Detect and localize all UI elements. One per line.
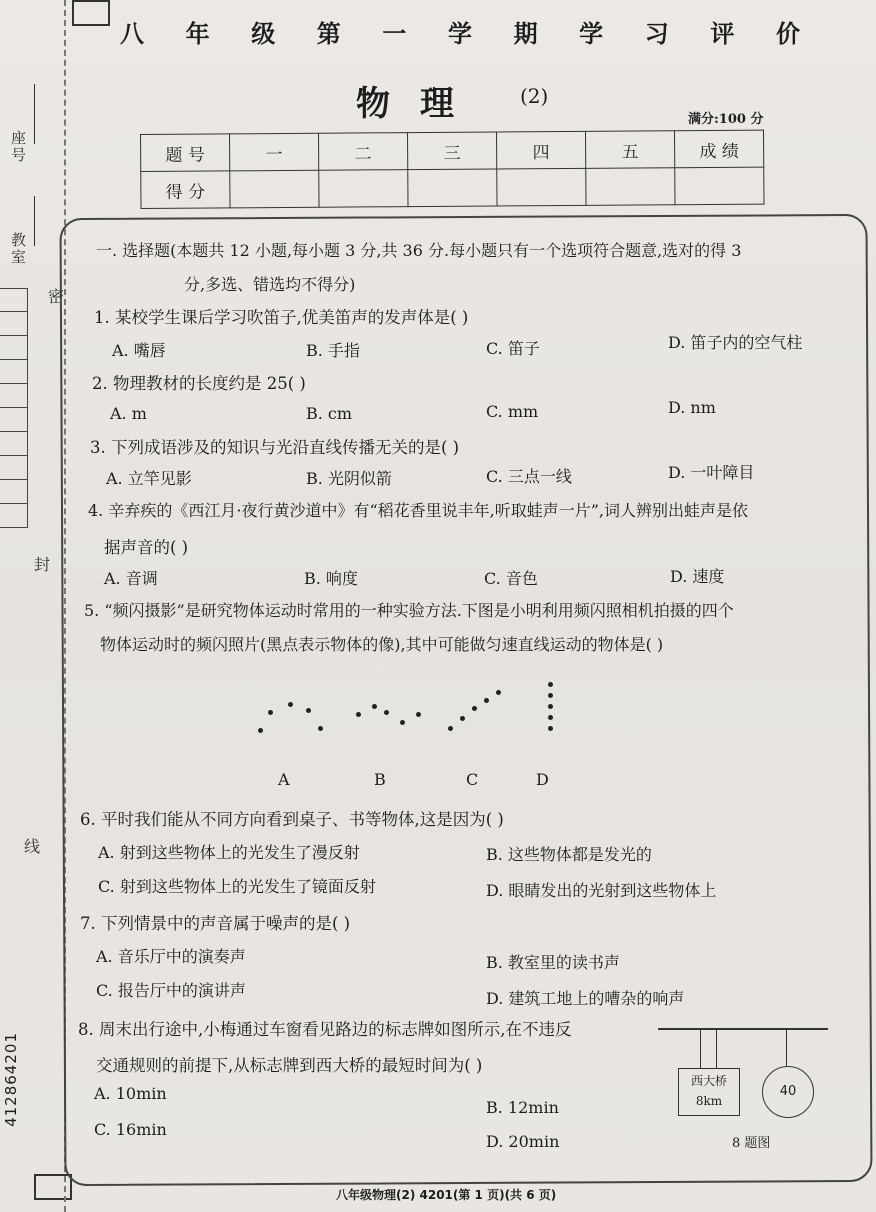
strobe-dot-c	[496, 690, 501, 695]
corner-mark-top	[72, 0, 110, 26]
question-3-option-d[interactable]: D. 一叶障目	[668, 463, 755, 482]
figure-caption: 8 题图	[732, 1136, 771, 1151]
strobe-dot-b	[400, 720, 405, 725]
figure-label-a[interactable]: A	[278, 770, 290, 789]
question-2-option-c[interactable]: C. mm	[486, 402, 539, 421]
question-8-stem: 8. 周末出行途中,小梅通过车窗看见路边的标志牌如图所示,在不违反	[78, 1020, 572, 1039]
score-cell[interactable]	[675, 167, 764, 205]
question-8-option-c[interactable]: C. 16min	[94, 1120, 167, 1139]
seal-char-xian: 线	[24, 837, 41, 856]
road-sign-figure	[658, 1024, 838, 1164]
strobe-dot-a	[288, 702, 293, 707]
strobe-dot-a	[306, 708, 311, 713]
strobe-dot-b	[416, 712, 421, 717]
figure-label-d[interactable]: D	[536, 770, 549, 789]
score-cell[interactable]	[586, 168, 675, 206]
strobe-dot-d	[548, 682, 553, 687]
question-8-option-d[interactable]: D. 20min	[486, 1132, 560, 1151]
sign-pole	[700, 1028, 701, 1068]
question-6-option-d[interactable]: D. 眼睛发出的光射到这些物体上	[486, 881, 717, 900]
score-header-cell: 一	[230, 133, 319, 171]
strobe-dot-a	[268, 710, 273, 715]
question-6-stem: 6. 平时我们能从不同方向看到桌子、书等物体,这是因为( )	[80, 810, 504, 829]
question-1-stem: 1. 某校学生课后学习吹笛子,优美笛声的发声体是( )	[94, 308, 469, 327]
question-2-stem: 2. 物理教材的长度约是 25( )	[92, 374, 306, 393]
seal-char-feng: 封	[34, 555, 51, 574]
question-7-option-a[interactable]: A. 音乐厅中的演奏声	[96, 947, 246, 966]
question-1-option-d[interactable]: D. 笛子内的空气柱	[668, 333, 803, 352]
strobe-dot-b	[384, 710, 389, 715]
distance-sign-value: 8km	[695, 1094, 723, 1108]
question-4-stem-continued: 据声音的( )	[104, 538, 189, 557]
subject-title: 物理	[356, 84, 484, 124]
strobe-dot-c	[448, 726, 453, 731]
question-3-option-a[interactable]: A. 立竿见影	[106, 469, 192, 488]
exam-title-char: 学	[447, 20, 472, 48]
question-8-option-b[interactable]: B. 12min	[486, 1098, 559, 1117]
question-2-option-a[interactable]: A. m	[110, 404, 147, 423]
question-4-option-b[interactable]: B. 响度	[304, 569, 358, 588]
score-header-cell: 成 绩	[674, 130, 763, 168]
score-cell[interactable]	[408, 169, 497, 207]
score-table-score-row	[141, 167, 764, 208]
question-2-option-d[interactable]: D. nm	[668, 398, 716, 417]
question-7-option-d[interactable]: D. 建筑工地上的嘈杂的响声	[486, 989, 685, 1008]
question-7-option-c[interactable]: C. 报告厅中的演讲声	[96, 981, 246, 1000]
full-score: 满分:100 分	[688, 112, 764, 127]
score-table	[140, 130, 765, 209]
question-3-option-c[interactable]: C. 三点一线	[486, 467, 572, 486]
question-1-option-c[interactable]: C. 笛子	[486, 339, 540, 358]
seat-number-grid	[0, 288, 28, 528]
section-title-line1: 一. 选择题(本题共 12 小题,每小题 3 分,共 36 分.每小题只有一个选项符合题意,选对的得 3	[96, 241, 742, 260]
sign-gantry-bar	[658, 1028, 828, 1030]
question-4-option-c[interactable]: C. 音色	[484, 569, 538, 588]
strobe-dot-b	[356, 712, 361, 717]
question-2-option-b[interactable]: B. cm	[306, 404, 353, 423]
question-7-stem: 7. 下列情景中的声音属于噪声的是( )	[80, 914, 351, 933]
seat-label: 座号	[9, 130, 27, 164]
question-3-option-b[interactable]: B. 光阴似箭	[306, 469, 392, 488]
question-4-option-a[interactable]: A. 音调	[104, 569, 158, 588]
score-table-header-row	[141, 130, 764, 171]
question-4-stem: 4. 辛弃疾的《西江月·夜行黄沙道中》有“稻花香里说丰年,听取蛙声一片”,词人辨别出蛙声是依	[88, 501, 748, 520]
strobe-dot-d	[548, 726, 553, 731]
score-header-cell: 二	[318, 133, 407, 171]
strobe-dot-c	[460, 716, 465, 721]
section-title-line2: 分,多选、错选均不得分)	[184, 275, 356, 294]
exam-title-char: 一	[382, 20, 407, 48]
strobe-dot-d	[548, 693, 553, 698]
strobe-dot-c	[472, 706, 477, 711]
exam-title	[120, 14, 800, 49]
score-row-label: 得 分	[141, 171, 230, 209]
exam-title-char: 第	[316, 20, 341, 48]
strobe-dot-d	[548, 704, 553, 709]
score-header-cell: 五	[585, 131, 674, 169]
question-7-option-b[interactable]: B. 教室里的读书声	[486, 953, 620, 972]
distance-sign	[678, 1068, 740, 1116]
question-3-stem: 3. 下列成语涉及的知识与光沿直线传播无关的是( )	[90, 438, 460, 457]
question-6-option-a[interactable]: A. 射到这些物体上的光发生了漫反射	[98, 843, 360, 862]
paper-number: (2)	[520, 84, 549, 108]
question-1-option-b[interactable]: B. 手指	[306, 341, 360, 360]
serial-number: 412864201	[2, 1032, 20, 1127]
figure-label-b[interactable]: B	[374, 770, 386, 789]
exam-title-char: 价	[775, 20, 800, 48]
question-5-stem-continued: 物体运动时的频闪照片(黑点表示物体的像),其中可能做匀速直线运动的物体是( )	[100, 635, 664, 654]
classroom-blank-line	[34, 196, 35, 246]
score-cell[interactable]	[497, 168, 586, 206]
seat-blank-line	[34, 84, 35, 144]
question-6-option-c[interactable]: C. 射到这些物体上的光发生了镜面反射	[98, 877, 376, 896]
sign-pole	[786, 1028, 787, 1066]
distance-sign-name: 西大桥	[690, 1074, 727, 1088]
exam-title-char: 年	[185, 20, 210, 48]
strobe-dot-a	[318, 726, 323, 731]
score-header-cell: 题 号	[141, 134, 230, 172]
question-8-option-a[interactable]: A. 10min	[94, 1084, 167, 1103]
question-8-stem-continued: 交通规则的前提下,从标志牌到西大桥的最短时间为( )	[96, 1056, 483, 1075]
exam-title-char: 学	[579, 20, 604, 48]
strobe-dot-a	[258, 728, 263, 733]
speed-limit-sign: 40	[762, 1066, 814, 1118]
sign-pole	[716, 1028, 717, 1068]
classroom-label: 教室	[9, 232, 27, 266]
strobe-dot-d	[548, 715, 553, 720]
score-header-cell: 四	[496, 131, 585, 169]
question-5-stem: 5. “频闪摄影”是研究物体运动时常用的一种实验方法.下图是小明利用频闪照相机拍摄的四个	[84, 601, 734, 620]
question-6-option-b[interactable]: B. 这些物体都是发光的	[486, 845, 652, 864]
exam-title-char: 习	[644, 20, 669, 48]
score-header-cell: 三	[407, 132, 496, 170]
seal-char-mi: 密	[48, 287, 65, 306]
strobe-dot-b	[372, 704, 377, 709]
question-1-option-a[interactable]: A. 嘴唇	[112, 341, 166, 360]
exam-title-char: 评	[710, 20, 735, 48]
figure-label-c[interactable]: C	[466, 770, 479, 789]
strobe-dot-c	[484, 698, 489, 703]
score-cell[interactable]	[230, 170, 319, 208]
page-footer: 八年级物理(2) 4201(第 1 页)(共 6 页)	[336, 1188, 557, 1202]
question-4-option-d[interactable]: D. 速度	[670, 567, 725, 586]
score-cell[interactable]	[319, 170, 408, 208]
corner-mark-bottom	[34, 1174, 72, 1200]
exam-title-char: 级	[251, 20, 276, 48]
exam-title-char: 八	[120, 20, 144, 48]
exam-title-char: 期	[513, 20, 538, 48]
